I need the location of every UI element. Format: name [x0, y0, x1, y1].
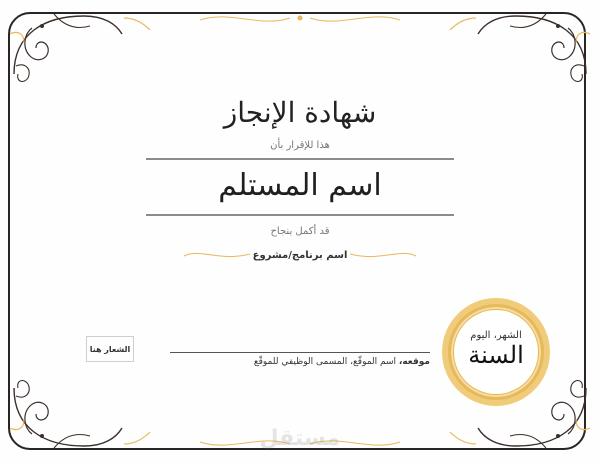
signature-line	[170, 352, 430, 353]
bottom-name-rule	[146, 214, 454, 216]
seal-year: السنة	[468, 341, 524, 369]
recipient-name[interactable]: اسم المستلم	[218, 168, 382, 203]
top-right-ornament-icon	[446, 4, 596, 94]
signature-text[interactable]	[170, 357, 430, 367]
presented-to-line: هذا للإقرار بأن	[270, 140, 330, 151]
completion-line: قد أكمل بنجاح	[270, 226, 330, 237]
top-center-flourish-icon	[190, 8, 410, 30]
program-name[interactable]: اسم برنامج/مشروع	[252, 250, 348, 261]
watermark: مستقل	[259, 426, 340, 451]
seal-date-line: الشهر، اليوم	[470, 330, 522, 341]
top-name-rule	[146, 158, 454, 160]
signature-label: موقعه،	[398, 357, 430, 367]
logo-placeholder[interactable]	[86, 336, 134, 362]
bottom-left-ornament-icon	[4, 368, 154, 458]
logo-placeholder-label: الشعار هنا	[89, 344, 131, 354]
top-left-ornament-icon	[4, 4, 154, 94]
signature-detail: اسم الموقّع، المسمى الوظيفي للموقّع	[253, 357, 399, 367]
certificate-title: شهادة الإنجاز	[223, 96, 377, 129]
